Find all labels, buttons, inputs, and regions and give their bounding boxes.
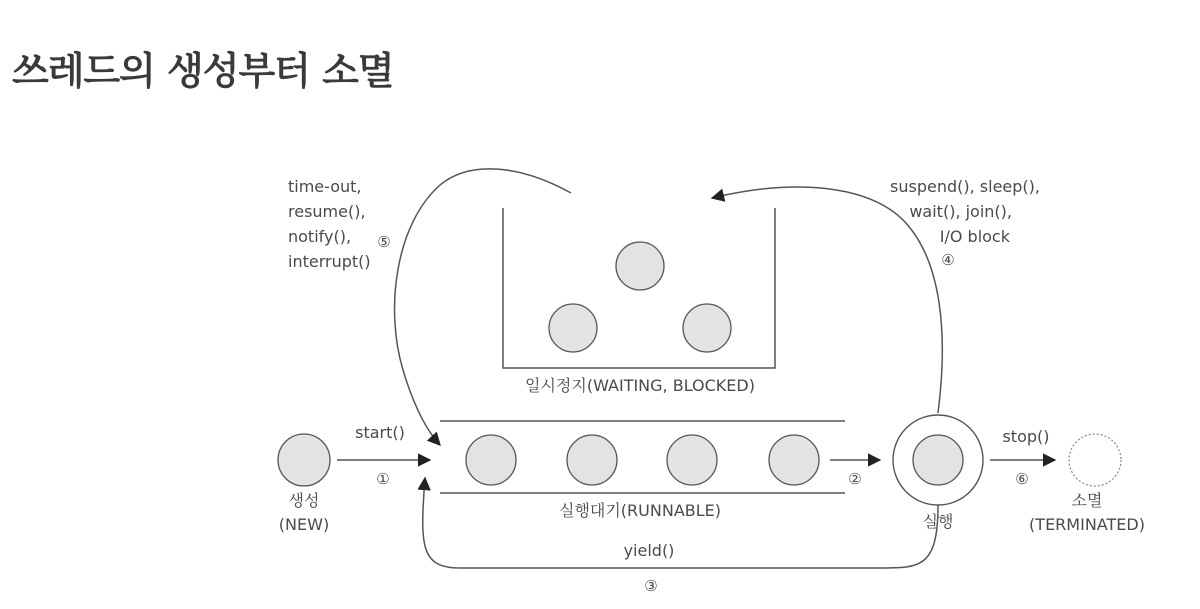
page-title: 쓰레드의 생성부터 소멸 [12,49,394,93]
new-state-label: (NEW) [278,515,330,534]
wait-label: time-out, [288,177,362,196]
waiting-thread-circle [683,304,731,352]
terminated-label: 소멸 [1071,491,1103,510]
runnable-label: 실행대기(RUNNABLE) [558,501,722,520]
wait-label: resume(), [288,202,366,221]
resume-arrow [395,169,571,445]
running-thread-circle [913,435,963,485]
wait-label: interrupt() [288,252,371,271]
runnable-thread-circle [667,435,717,485]
runnable-thread-circle [466,435,516,485]
stop-label: stop() [1002,427,1050,446]
step2-marker: ② [848,470,862,488]
terminated-thread-circle [1069,434,1121,486]
waiting-box-label: 일시정지(WAITING, BLOCKED) [525,376,755,395]
waiting-thread-circle [616,242,664,290]
terminated-state-label: (TERMINATED) [1029,515,1145,534]
waiting-thread-circle [549,304,597,352]
yield-label: yield() [623,541,675,560]
new-label: 생성 [288,491,320,510]
running-label: 실행 [922,512,954,531]
block-label: wait(), join(), [909,202,1012,221]
step5-marker: ⑤ [377,233,391,251]
step1-marker: ① [376,470,390,488]
step4-marker: ④ [941,251,955,269]
new-thread-circle [278,434,330,486]
runnable-thread-circle [769,435,819,485]
wait-label: notify(), [288,227,352,246]
start-label: start() [355,423,405,442]
yield-arrow [423,478,938,568]
step6-marker: ⑥ [1015,470,1029,488]
runnable-thread-circle [567,435,617,485]
step3-marker: ③ [644,577,658,595]
block-label: I/O block [939,227,1010,246]
block-label: suspend(), sleep(), [890,177,1040,196]
